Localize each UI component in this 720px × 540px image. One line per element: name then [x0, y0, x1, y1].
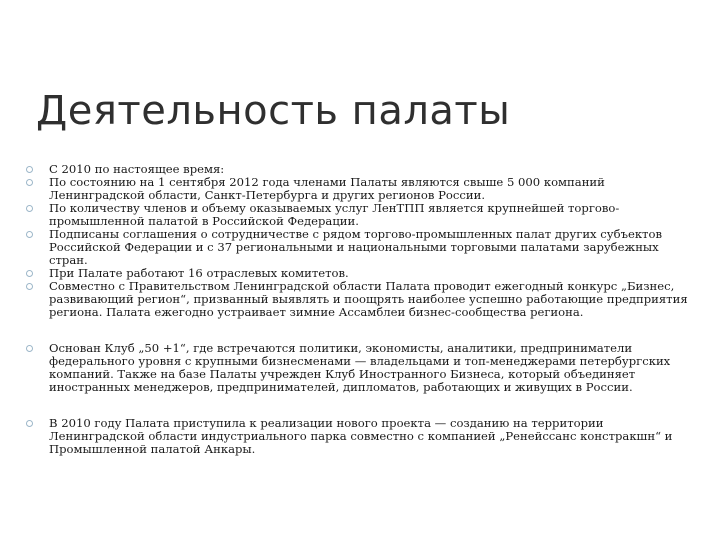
list-item [24, 280, 696, 319]
list-item-text: Подписаны соглашения о сотрудничестве с рядом торгово-промышленных палат других субъектов Российской Федерации и с 37 региональными и национальными торговыми палатами зарубежных стран. [49, 227, 662, 267]
bullet-list [24, 163, 696, 456]
slide-title: Деятельность палаты [36, 88, 511, 134]
list-item [24, 176, 696, 202]
list-item-text: По количеству членов и объему оказываемых услуг ЛенТПП является крупнейшей торгово-промышленной палатой в Российской Федерации. [49, 201, 620, 228]
bullet-circle-icon [26, 420, 33, 427]
list-item [24, 202, 696, 228]
bullet-circle-icon [26, 179, 33, 186]
list-item [24, 342, 696, 394]
list-item-text: При Палате работают 16 отраслевых комитетов. [49, 266, 349, 280]
bullet-circle-icon [26, 283, 33, 290]
list-item-text: По состоянию на 1 сентября 2012 года членами Палаты являются свыше 5 000 компаний Ленинградской области, Санкт-Петербурга и других регионов России. [49, 175, 605, 202]
list-item-text: Основан Клуб „50 +1“, где встречаются политики, экономисты, аналитики, предприниматели федерального уровня с крупными бизнесменами — владельцами и топ-менеджерами петербургских компаний. Также на базе Палаты учрежден Клуб Иностранного Бизнеса, который объединяет иностранных менеджеров, предпринимателей, дипломатов, работающих и живущих в России. [49, 341, 671, 394]
list-item [24, 228, 696, 267]
list-item-text: С 2010 по настоящее время: [49, 162, 225, 176]
list-item-text: Совместно с Правительством Ленинградской области Палата проводит ежегодный конкурс „Бизнес, развивающий регион“, призванный выявлять и поощрять наиболее успешно работающие предприятия региона. Палата ежегодно устраивает зимние Ассамблеи бизнес-сообщества региона. [49, 279, 688, 319]
bullet-circle-icon [26, 270, 33, 277]
list-item [24, 417, 696, 456]
bullet-circle-icon [26, 345, 33, 352]
bullet-circle-icon [26, 231, 33, 238]
bullet-circle-icon [26, 166, 33, 173]
list-item-text: В 2010 году Палата приступила к реализации нового проекта — созданию на территории Ленинградской области индустриального парка совместно с компанией „Ренейссанс констракшн“ и Промышленной палатой Анкары. [49, 416, 673, 456]
bullet-circle-icon [26, 205, 33, 212]
